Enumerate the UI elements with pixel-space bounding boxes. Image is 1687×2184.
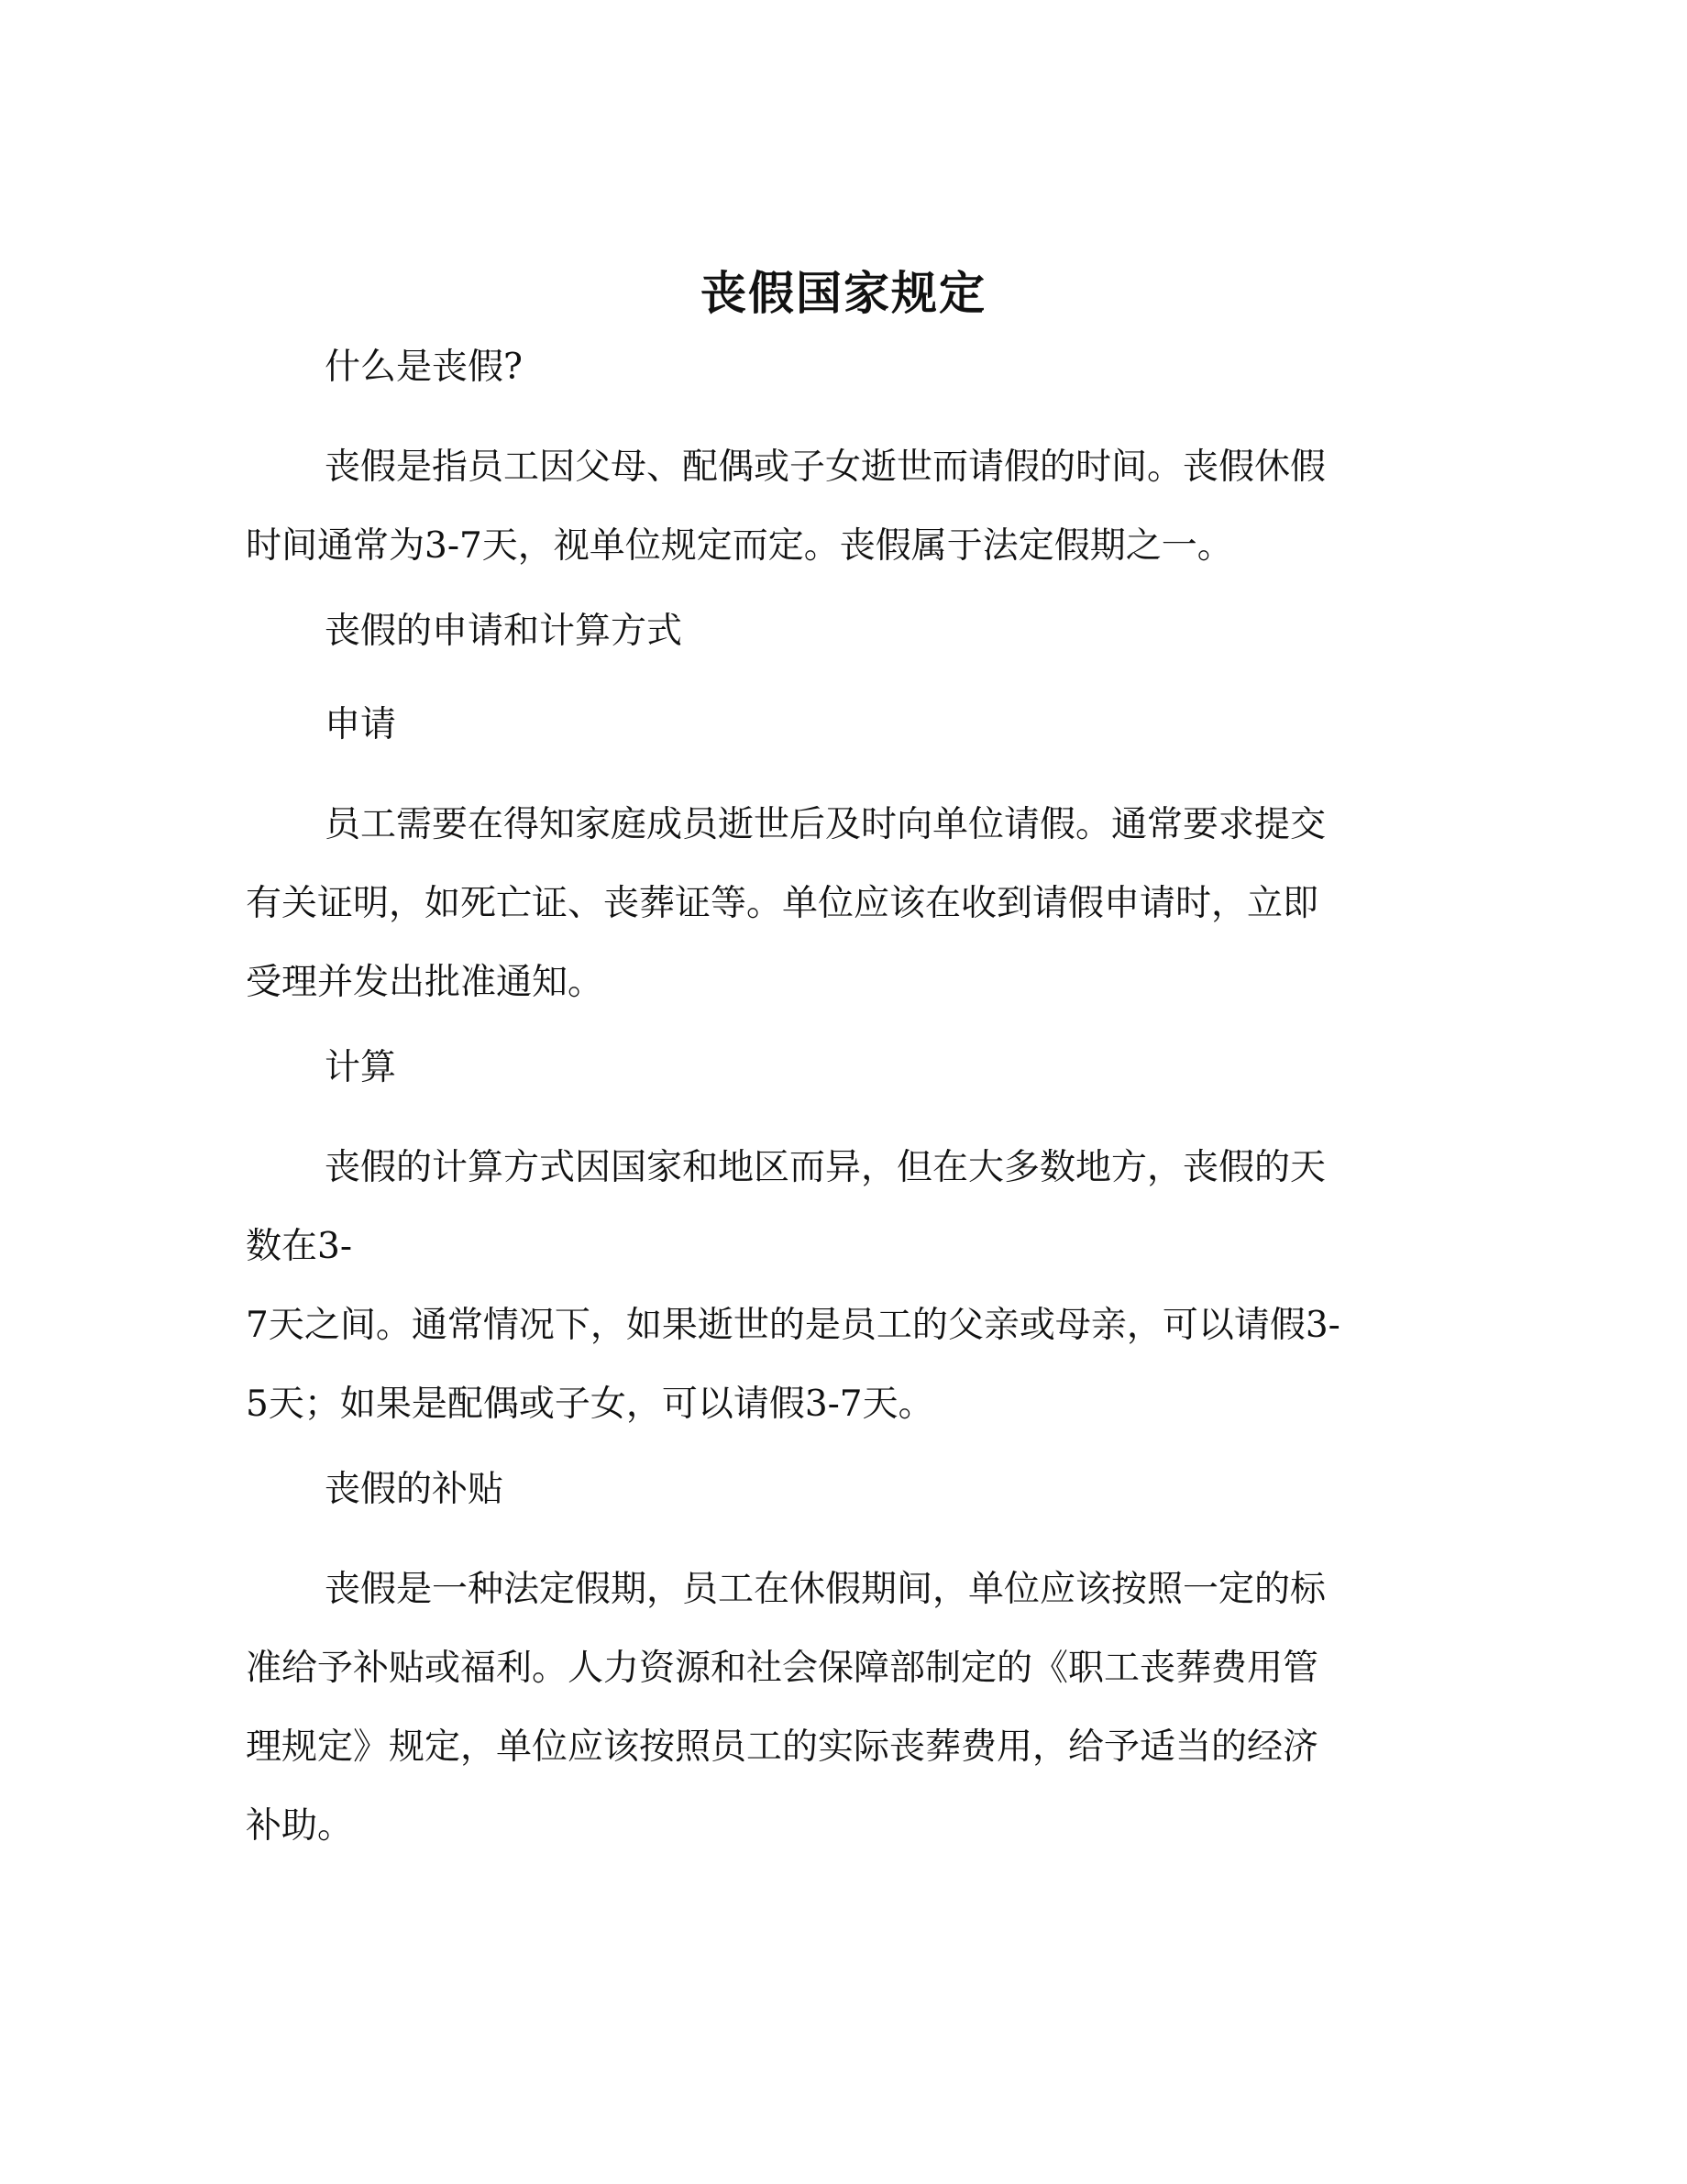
- heading-calculation: 计算: [325, 1047, 397, 1088]
- document-body: [246, 335, 1410, 1879]
- paragraph-line: 丧假是指员工因父母、配偶或子女逝世而请假的时间。丧假休假: [325, 447, 1327, 488]
- paragraph-line: 补助。: [246, 1805, 354, 1847]
- heading-subsidy: 丧假的补贴: [325, 1469, 504, 1510]
- heading-application: 申请: [325, 704, 397, 745]
- heading-what-is-funeral-leave: 什么是丧假?: [325, 347, 523, 388]
- paragraph-line: 员工需要在得知家庭成员逝世后及时向单位请假。通常要求提交: [325, 804, 1327, 845]
- paragraph-line: 5天；如果是配偶或子女，可以请假3-7天。: [246, 1384, 934, 1425]
- paragraph-application: [246, 786, 1410, 1022]
- paragraph-calculation: [246, 1129, 1410, 1444]
- heading-application-and-calculation: 丧假的申请和计算方式: [325, 611, 683, 652]
- paragraph-line: 有关证明，如死亡证、丧葬证等。单位应该在收到请假申请时，立即: [246, 883, 1319, 924]
- document-title: 丧假国家规定: [700, 266, 987, 320]
- paragraph-line: 数在3-: [246, 1226, 352, 1267]
- paragraph-line: 丧假是一种法定假期，员工在休假期间，单位应该按照一定的标: [325, 1569, 1327, 1610]
- paragraph-line: 时间通常为3-7天，视单位规定而定。丧假属于法定假期之一。: [246, 525, 1233, 567]
- paragraph-line: 丧假的计算方式因国家和地区而异，但在大多数地方，丧假的天: [325, 1147, 1327, 1188]
- paragraph-line: 受理并发出批准通知。: [246, 962, 604, 1003]
- paragraph-line: 理规定》规定，单位应该按照员工的实际丧葬费用，给予适当的经济: [246, 1726, 1319, 1768]
- paragraph-line: 准给予补贴或福利。人力资源和社会保障部制定的《职工丧葬费用管: [246, 1648, 1319, 1689]
- paragraph-definition: [246, 428, 1410, 586]
- paragraph-line: 7天之间。通常情况下，如果逝世的是员工的父亲或母亲，可以请假3-: [246, 1305, 1340, 1346]
- paragraph-subsidy: [246, 1550, 1410, 1866]
